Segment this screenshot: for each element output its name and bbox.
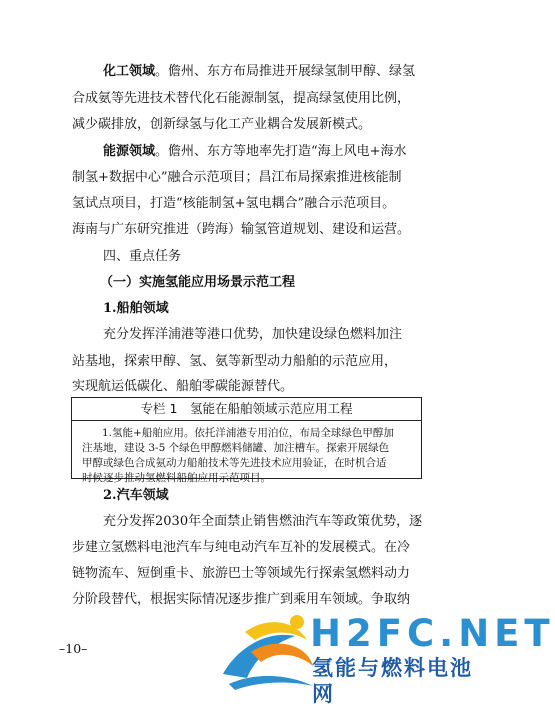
chem-paragraph-line-1: [103, 64, 415, 80]
ship-paragraph-line-2: 站基地，探索甲醇、氢、氨等新型动力船舶的示范应用，: [72, 354, 398, 369]
chem-text-1: 。儋州、东方布局推进开展绿氢制甲醇、绿氢: [155, 64, 416, 79]
page-number: –10–: [59, 641, 88, 656]
energy-paragraph-line-2: 制氢+数据中心”融合示范项目；昌江布局探索推进核能制: [72, 170, 402, 185]
feature-box-line-4: 时候逐步推动氢燃料船舶应用示范项目。: [82, 472, 271, 484]
logo-subtitle: 氢能与燃料电池网: [312, 656, 473, 706]
car-paragraph-line-2: 步建立氢燃料电池汽车与纯电动汽车互补的发展模式。在冷: [72, 540, 411, 555]
car-paragraph-line-3: 链物流车、短倒重卡、旅游巴士等领域先行探索氢燃料动力: [72, 566, 411, 581]
car-paragraph-line-4: 分阶段替代，根据实际情况逐步推广到乘用车领域。争取纳: [72, 592, 411, 607]
feature-box-line-3: 甲醇或绿色合成氨动力船舶技术等先进技术应用验证，在时机合适: [82, 457, 387, 469]
energy-paragraph-line-1: [103, 144, 407, 160]
energy-paragraph-line-4: 海南与广东研究推进（跨海）输氢管道规划、建设和运营。: [72, 222, 411, 237]
energy-text-1: 。儋州、东方等地率先打造“海上风电+海水: [155, 144, 407, 159]
feature-box-line-1: 1.氢能+船舶应用。依托洋浦港专用泊位，布局全球绿色甲醇加: [102, 427, 394, 439]
logo-brand: H2FC.NET: [310, 612, 555, 655]
chem-paragraph-line-3: 减少碳排放，创新绿氢与化工产业耦合发展新模式。: [72, 117, 372, 132]
chem-label: 化工领域: [103, 64, 156, 79]
logo-brand-text: [310, 614, 555, 654]
energy-label: 能源领域: [103, 144, 156, 159]
feature-box-line-2: 注基地，建设 3-5 个绿色甲醇燃料储罐、加注槽车。探索开展绿色: [82, 442, 390, 454]
section-heading-4: 四、重点任务: [103, 249, 182, 264]
heading-car: 2.汽车领域: [103, 488, 169, 503]
ship-paragraph-line-3: 实现航运低碳化、船舶零碳能源替代。: [72, 379, 294, 394]
car-paragraph-line-1: 充分发挥2030年全面禁止销售燃油汽车等政策优势，逐: [103, 514, 423, 529]
heading-ship: 1.船舶领域: [103, 301, 169, 316]
chem-paragraph-line-2: 合成氨等先进技术替代化石能源制氢，提高绿氢使用比例，: [72, 91, 411, 106]
feature-box: [71, 397, 422, 484]
section-heading-4-1: （一）实施氢能应用场景示范工程: [100, 275, 296, 290]
ship-paragraph-line-1: 充分发挥洋浦港等港口优势，加快建设绿色燃料加注: [103, 327, 403, 342]
energy-paragraph-line-3: 氢试点项目，打造“核能制氢+氢电耦合”融合示范项目。: [72, 196, 396, 211]
feature-box-title: 专栏 1 氢能在船舶领域示范应用工程: [72, 398, 421, 421]
